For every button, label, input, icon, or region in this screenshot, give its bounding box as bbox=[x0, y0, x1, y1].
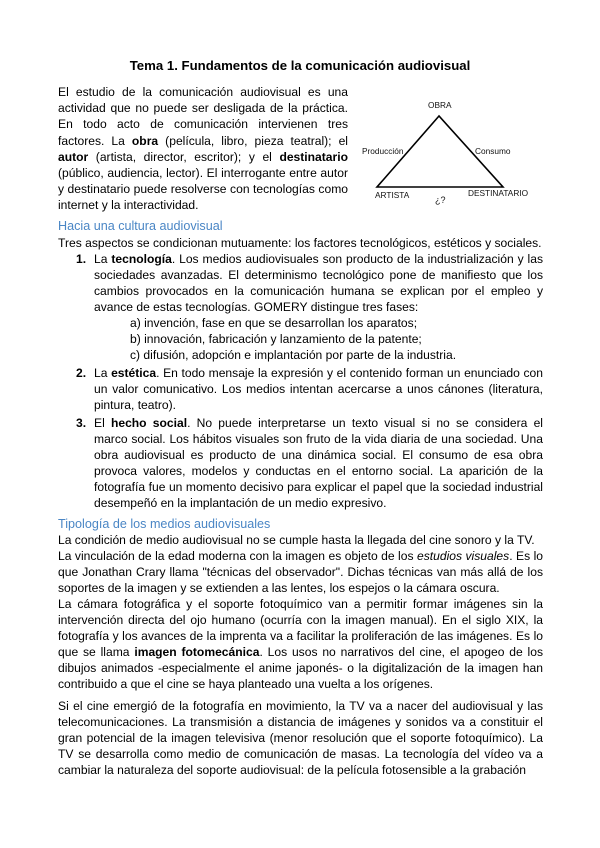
paragraph: La vinculación de la edad moderna con la imagen es objeto de los estudios visuales. Es lo que Jonathan Crary llama "técnicas del observador". Dichas técnicas van más allá de los soportes de la imagen y se extienden a las lentes, los espejos o la cámara oscura. bbox=[58, 549, 543, 595]
numbered-list bbox=[76, 251, 543, 511]
paragraph: La cámara fotográfica y el soporte fotoquímico van a permitir formar imágenes sin la intervención directa del ojo humano (ocurría con la imagen manual). En el siglo XIX, la fotografía y los avances de la imprenta va a facilitar la proliferación de las imágenes. Es lo que se llama imagen fotomecánica. Los usos no narrativos del cine, el apogeo de los dibujos animados -especialmente el anime japonés- o la digitalización de la imagen han contribuido a que el cine se haya planteado una vuelta a los orígenes. bbox=[58, 597, 543, 691]
list-item: 2. La estética. En todo mensaje la expresión y el contenido forman un enunciado con un valor comunicativo. Los medios intentan acercarse a unos cánones (literatura, pintura, teatro). bbox=[76, 366, 543, 412]
intro-paragraph: El estudio de la comunicación audiovisual es una actividad que no puede ser desligada de la práctica. En todo acto de comunicación intervienen tres factores. La obra (película, libro, pieza teatral); el autor (artista, director, escritor); y el destinatario (público, audiencia, lector). El interrogante entre autor y destinatario puede resolverse con tecnologías como internet y la interactividad. bbox=[58, 85, 348, 213]
diagram-label-destinatario: DESTINATARIO bbox=[468, 188, 529, 198]
list-item: 3. El hecho social. No puede interpretarse un texto visual si no se considera el marco social. Los hábitos visuales son fruto de la vida diaria de una sociedad. Una obra audiovisual es producto de una dinámica social. El consumo de esa obra provoca valores, modelos y conductas en el entorno social. La aparición de la fotografía fue un momento decisivo para explicar el papel que la sociedad industrial desempeñó en la implantación de un medio expresivo. bbox=[76, 416, 543, 510]
section-heading-cultura: Hacia una cultura audiovisual bbox=[58, 219, 223, 233]
sub-item: c) difusión, adopción e implantación por parte de la industria. bbox=[130, 348, 457, 362]
term-autor: autor bbox=[58, 149, 89, 164]
page-title: Tema 1. Fundamentos de la comunicación audiovisual bbox=[129, 58, 471, 73]
section-heading-tipologia: Tipología de los medios audiovisuales bbox=[58, 517, 271, 531]
term-estudios-visuales: estudios visuales bbox=[416, 549, 510, 563]
diagram-label-artista: ARTISTA bbox=[375, 190, 410, 200]
list-item: 1. La tecnología. Los medios audiovisuales son producto de la industrialización y las sociedades avanzadas. El determinismo tecnológico pone de manifiesto que los cambios provocados en la comunicación humana se explican por el empleo y avance de estas tecnologías. GOMERY distingue tres fases: bbox=[76, 252, 543, 314]
term-tecnologia: tecnología bbox=[111, 252, 172, 266]
communication-triangle-diagram bbox=[357, 94, 547, 209]
diagram-label-consumo: Consumo bbox=[475, 146, 511, 156]
term-imagen-fotomecanica: imagen fotomecánica bbox=[134, 645, 260, 659]
section2-paragraphs bbox=[58, 532, 543, 778]
term-destinatario: destinatario bbox=[279, 149, 348, 164]
term-hecho-social: hecho social bbox=[110, 416, 188, 430]
paragraph: Si el cine emergió de la fotografía en movimiento, la TV va a nacer del audiovisual y las telecomunicaciones. La transmisión a distancia de imágenes y sonidos va a constituir el gran potencial de la imagen televisiva (menor resolución que el soporte fotoquímico). La TV se desarrolla como medio de comunicación de masas. La tecnología del vídeo va a cambiar la naturaleza del soporte audiovisual: de la película fotosensible a la grabación bbox=[58, 699, 543, 777]
diagram-label-produccion: Producción bbox=[362, 146, 404, 156]
paragraph: La condición de medio audiovisual no se cumple hasta la llegada del cine sonoro y la TV. bbox=[58, 533, 535, 547]
sub-item: a) invención, fase en que se desarrollan los aparatos; bbox=[130, 316, 418, 330]
diagram-label-question: ¿? bbox=[435, 195, 446, 205]
section1-lead: Tres aspectos se condicionan mutuamente: los factores tecnológicos, estéticos y sociales. bbox=[58, 236, 542, 250]
sub-item: b) innovación, fabricación y lanzamiento de la patente; bbox=[130, 332, 422, 346]
diagram-label-obra: OBRA bbox=[428, 100, 452, 110]
term-obra: obra bbox=[131, 133, 159, 148]
term-estetica: estética bbox=[111, 366, 157, 380]
